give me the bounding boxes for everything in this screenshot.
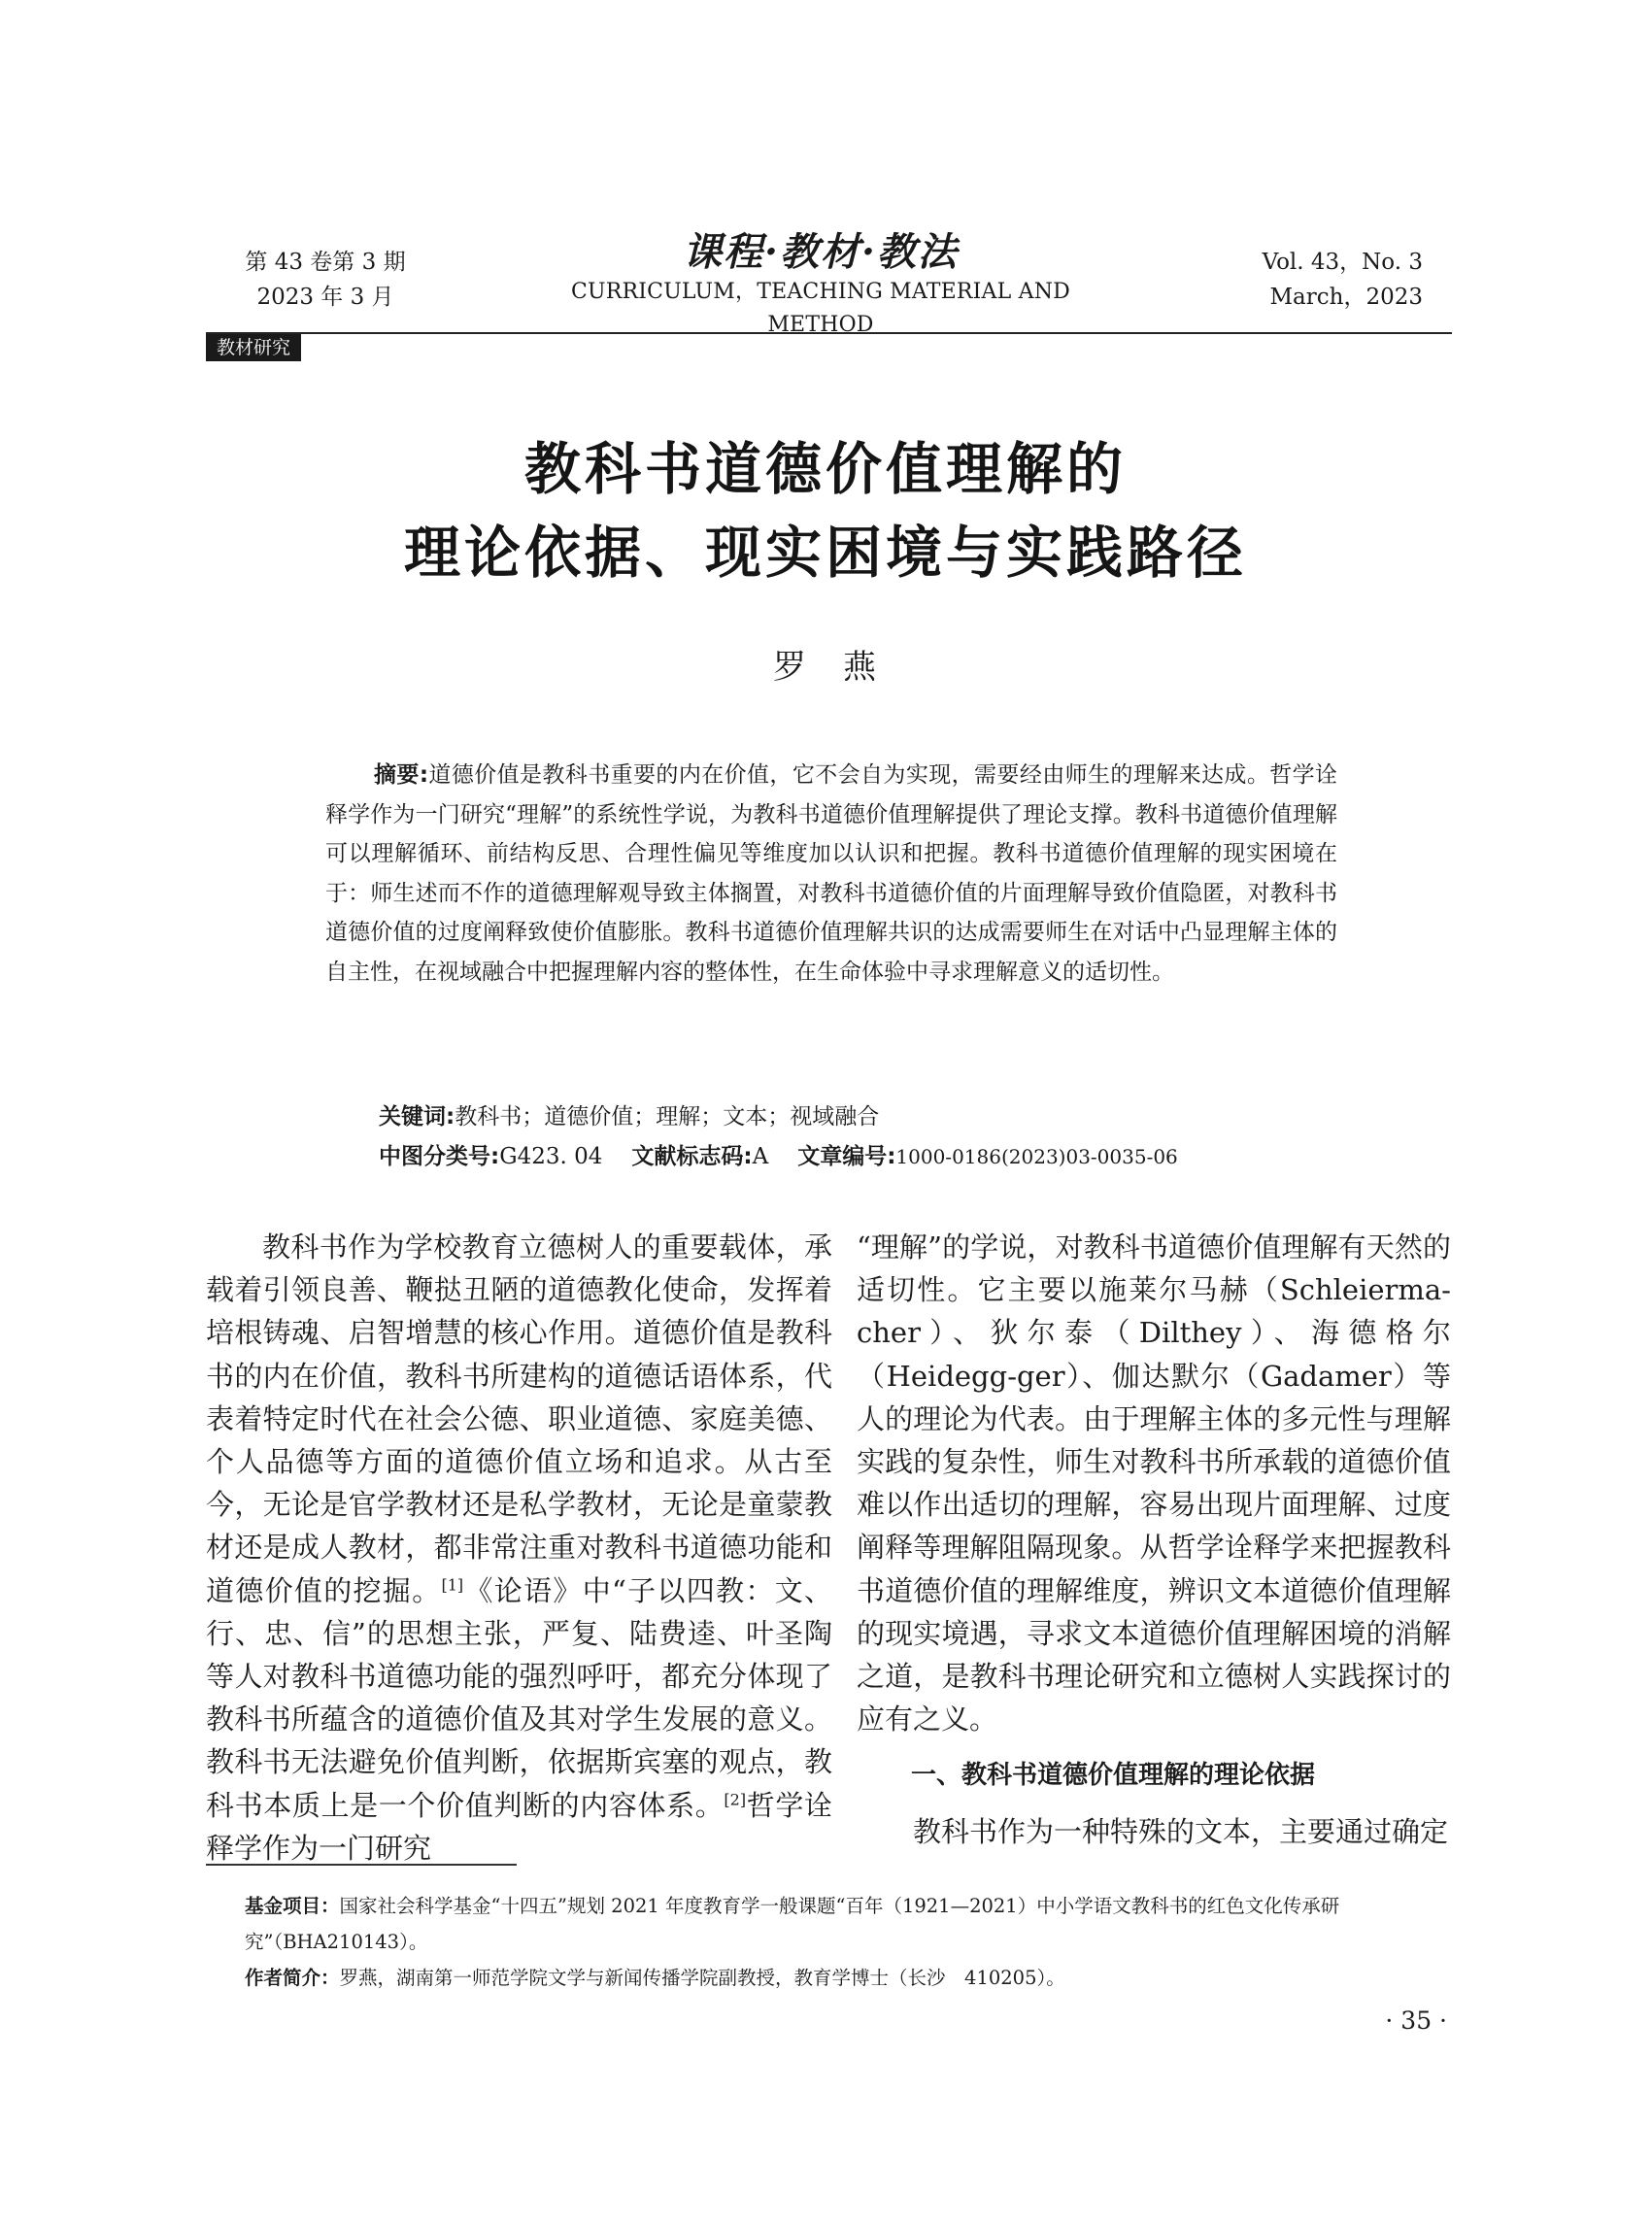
running-header-right bbox=[1243, 245, 1423, 315]
keywords-label: 关键词 bbox=[379, 1104, 446, 1129]
journal-title-cn: 课程·教材·教法 bbox=[683, 229, 959, 275]
keywords: 关键词:教科书；道德价值；理解；文本；视域融合 bbox=[379, 1104, 880, 1129]
body-column-right bbox=[857, 1226, 1451, 1854]
keywords-text: 教科书；道德价值；理解；文本；视域融合 bbox=[455, 1104, 880, 1129]
article-no-label: 文章编号 bbox=[797, 1144, 888, 1169]
fund-label: 基金项目 bbox=[245, 1895, 321, 1917]
title-line-2: 理论依据、现实困境与实践路径 bbox=[403, 520, 1247, 586]
footnotes bbox=[206, 1888, 1452, 1996]
body-paragraph: “理解”的学说，对教科书道德价值理解有天然的适切性。它主要以施莱尔马赫（Schleierma-cher）、狄尔泰（Dilthey）、海德格尔（Heidegg-ger）、伽达默尔（Gadamer）等人的理论为代表。由于理解主体的多元性与理解实践的复杂性，师生对教科书所承载的道德价值难以作出适切的理解，容易出现片面理解、过度阐释等理解阻隔现象。从哲学诠释学来把握教科书道德价值的理解维度，辨识文本道德价值理解的现实境遇，寻求文本道德价值理解困境的消解之道，是教科书理论研究和立德树人实践探讨的应有之义。 bbox=[857, 1230, 1451, 1736]
body-column-left bbox=[206, 1226, 832, 1870]
doc-code-value: A bbox=[752, 1144, 769, 1169]
abstract-label: 摘要 bbox=[374, 762, 420, 788]
section-heading: 一、教科书道德价值理解的理论依据 bbox=[911, 1761, 1316, 1791]
fund-text: 国家社会科学基金“十四五”规划 2021 年度教育学一般课题“百年（1921—2021）中小学语文教科书的红色文化传承研究”（BHA210143）。 bbox=[245, 1895, 1340, 1953]
column-tag: 教材研究 bbox=[206, 334, 301, 361]
author-bio-label: 作者简介 bbox=[245, 1967, 321, 1989]
abstract-text: 道德价值是教科书重要的内在价值，它不会自为实现，需要经由师生的理解来达成。哲学诠释学作为一门研究“理解”的系统性学说，为教科书道德价值理解提供了理论支撑。教科书道德价值理解可以理解循环、前结构反思、合理性偏见等维度加以认识和把握。教科书道德价值理解的现实困境在于：师生述而不作的道德理解观导致主体搁置，对教科书道德价值的片面理解导致价值隐匿，对教科书道德价值的过度阐释致使价值膨胀。教科书道德价值理解共识的达成需要师生在对话中凸显理解主体的自主性，在视域融合中把握理解内容的整体性，在生命体验中寻求理解意义的适切性。 bbox=[325, 762, 1338, 985]
date-cn: 2023 年 3 月 bbox=[256, 285, 394, 310]
volume-issue-en: Vol. 43，No. 3 bbox=[1262, 250, 1423, 275]
running-header-left bbox=[243, 245, 408, 315]
author-bio-text: 罗燕，湖南第一师范学院文学与新闻传播学院副教授，教育学博士（长沙 410205）。 bbox=[339, 1967, 1065, 1989]
author-note: 作者简介：罗燕，湖南第一师范学院文学与新闻传播学院副教授，教育学博士（长沙 410205）。 bbox=[245, 1967, 1065, 1989]
classification-line: 中图分类号:G423. 04 文献标志码:A 文章编号:1000-0186(2023)03-0035-06 bbox=[379, 1144, 1178, 1169]
volume-issue-cn: 第 43 卷第 3 期 bbox=[245, 250, 406, 275]
citation-ref[interactable]: [1] bbox=[441, 1574, 464, 1594]
journal-title-en: CURRICULUM，TEACHING MATERIAL AND METHOD bbox=[570, 280, 1071, 337]
clc-value: G423. 04 bbox=[499, 1144, 603, 1169]
date-en: March，2023 bbox=[1269, 285, 1423, 310]
article-title bbox=[194, 427, 1457, 594]
author-name: 罗 燕 bbox=[773, 648, 878, 687]
header-rule bbox=[206, 332, 1452, 334]
body-paragraph: 教科书作为一种特殊的文本，主要通过确定 bbox=[913, 1815, 1449, 1849]
article-no-value: 1000-0186(2023)03-0035-06 bbox=[895, 1145, 1178, 1168]
title-line-1: 教科书道德价值理解的 bbox=[523, 436, 1127, 502]
body-paragraph: 教科书作为学校教育立德树人的重要载体，承载着引领良善、鞭挞丑陋的道德教化使命，发挥着培根铸魂、启智增慧的核心作用。道德价值是教科书的内在价值，教科书所建构的道德话语体系，代表着特定时代在社会公德、职业道德、家庭美德、个人品德等方面的道德价值立场和追求。从古至今，无论是官学教材还是私学教材，无论是童蒙教材还是成人教材，都非常注重对教科书道德功能和道德价值的挖掘。[1]《论语》中“子以四教：文、行、忠、信”的思想主张，严复、陆费逵、叶圣陶等人对教科书道德功能的强烈呼吁，都充分体现了教科书所蕴含的道德价值及其对学生发展的意义。教科书无法避免价值判断，依据斯宾塞的观点，教科书本质上是一个价值判断的内容体系。[2]哲学诠释学作为一门研究 bbox=[206, 1230, 832, 1865]
doc-code-label: 文献标志码 bbox=[631, 1144, 744, 1169]
abstract: 摘要:道德价值是教科书重要的内在价值，它不会自为实现，需要经由师生的理解来达成。哲学诠释学作为一门研究“理解”的系统性学说，为教科书道德价值理解提供了理论支撑。教科书道德价值理解可以理解循环、前结构反思、合理性偏见等维度加以认识和把握。教科书道德价值理解的现实困境在于：师生述而不作的道德理解观导致主体搁置，对教科书道德价值的片面理解导致价值隐匿，对教科书道德价值的过度阐释致使价值膨胀。教科书道德价值理解共识的达成需要师生在对话中凸显理解主体的自主性，在视域融合中把握理解内容的整体性，在生命体验中寻求理解意义的适切性。 bbox=[325, 762, 1338, 985]
footnote-rule bbox=[206, 1864, 517, 1866]
citation-ref[interactable]: [2] bbox=[724, 1789, 747, 1808]
running-header-center bbox=[515, 229, 1127, 342]
clc-label: 中图分类号 bbox=[379, 1144, 490, 1169]
page-number: · 35 · bbox=[1385, 2006, 1447, 2035]
fund-note: 基金项目：国家社会科学基金“十四五”规划 2021 年度教育学一般课题“百年（1921—2021）中小学语文教科书的红色文化传承研究”（BHA210143）。 bbox=[245, 1895, 1340, 1953]
